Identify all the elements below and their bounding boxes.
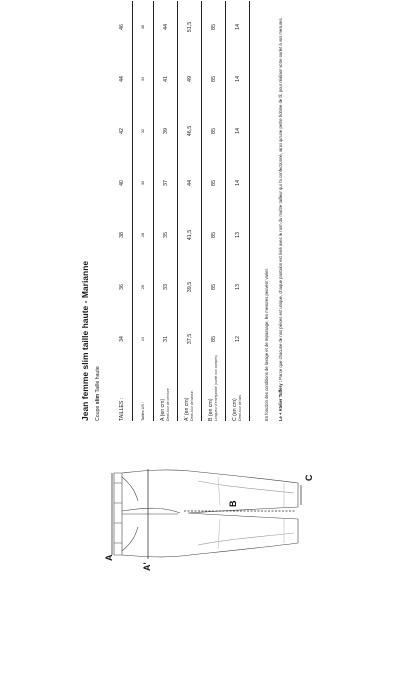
row-sublabel: Demi-tour de bas (238, 394, 243, 421)
size-cell: 36 (112, 261, 133, 313)
measure-cell: 85 (202, 209, 226, 261)
us-size-cell: 24 (133, 313, 154, 365)
measure-cell: 14 (226, 105, 250, 157)
measure-cell: 37 (154, 157, 178, 209)
measure-label-a-prime: A' (142, 562, 152, 571)
page-title: Jean femme slim taille haute - Marianne (80, 260, 90, 421)
cut-description (95, 366, 101, 421)
measure-a-label (154, 365, 178, 421)
row-sublabel: Demi-tour de bassin (190, 390, 195, 421)
us-sizes-label: Tailles US : (133, 365, 154, 421)
size-cell: 40 (112, 157, 133, 209)
measure-cell: 44 (154, 1, 178, 53)
measure-cell: 85 (202, 1, 226, 53)
table-row-measure-a-prime (178, 1, 202, 421)
measure-cell: 37,5 (178, 313, 202, 365)
measure-label-c: C (304, 474, 314, 481)
cut-prefix: Coupe (95, 405, 101, 421)
row-sublabel: Longueur d'entrejambe (ourlet non compris) (214, 355, 219, 421)
measure-label-b: B (228, 500, 238, 507)
measure-cell: 85 (202, 261, 226, 313)
measure-cell: 46,5 (178, 105, 202, 157)
measure-cell: 13 (226, 261, 250, 313)
table-row-measure-c (226, 1, 250, 421)
row-sublabel: Demi-tour de ceinture (166, 388, 171, 421)
jeans-illustration (104, 465, 314, 571)
size-cell: 46 (112, 1, 133, 53)
cut-rise: Taille haute (95, 366, 101, 393)
us-size-cell: 32 (133, 105, 154, 157)
us-size-cell: 26 (133, 261, 154, 313)
size-cell: 38 (112, 209, 133, 261)
measure-c-label (226, 365, 250, 421)
measure-cell: 49 (178, 53, 202, 105)
row-label: A (en cm) (160, 398, 167, 421)
atelier-note-text: Parce que chacune de nos pièces est unique, chaque pantalon est livré avec le nom du maître tailleur qui l'a confectionné, ainsi qu'une petite bobine de fil, pour réaliser votre ourlet à vos mesures. (278, 17, 283, 380)
jeans-drawing (108, 465, 304, 563)
measure-cell: 85 (202, 53, 226, 105)
row-label: B (en cm) (208, 398, 215, 421)
us-size-cell: 28 (133, 209, 154, 261)
table-row-measure-a (154, 1, 178, 421)
us-size-cell: 36 (133, 1, 154, 53)
measure-cell: 39,5 (178, 261, 202, 313)
measure-cell: 39 (154, 105, 178, 157)
measure-cell: 41 (154, 53, 178, 105)
row-label: C (en cm) (232, 398, 239, 421)
table-row-sizes (112, 1, 133, 421)
measure-cell: 14 (226, 53, 250, 105)
atelier-note-title: Le + Atelier Tuffery : (278, 380, 283, 421)
us-size-cell: 30 (133, 157, 154, 209)
measure-cell: 12 (226, 313, 250, 365)
cut-type: slim (95, 393, 101, 405)
sizes-header-label: TAILLES : (112, 365, 133, 421)
table-row-measure-b (202, 1, 226, 421)
measure-cell: 44 (178, 157, 202, 209)
size-cell: 44 (112, 53, 133, 105)
size-cell: 42 (112, 105, 133, 157)
measure-cell: 14 (226, 1, 250, 53)
atelier-note (277, 1, 284, 421)
us-size-cell: 34 (133, 53, 154, 105)
measure-cell: 13 (226, 209, 250, 261)
measure-cell: 41,5 (178, 209, 202, 261)
measure-cell: 85 (202, 157, 226, 209)
measure-a-prime-label (178, 365, 202, 421)
measure-cell: 85 (202, 313, 226, 365)
measure-cell: 85 (202, 105, 226, 157)
size-table (112, 1, 250, 421)
row-label: A' (en cm) (184, 397, 191, 421)
measure-cell: 14 (226, 157, 250, 209)
measure-cell: 31 (154, 313, 178, 365)
measure-cell: 51,5 (178, 1, 202, 53)
measure-label-a: A (104, 554, 114, 561)
washing-note: En fonction des conditions de lavage et de repassage, les mesures peuvent varier. (264, 268, 269, 421)
measure-cell: 35 (154, 209, 178, 261)
size-cell: 34 (112, 313, 133, 365)
measure-b-label (202, 355, 226, 421)
measure-cell: 33 (154, 261, 178, 313)
table-row-us-sizes (133, 1, 154, 421)
